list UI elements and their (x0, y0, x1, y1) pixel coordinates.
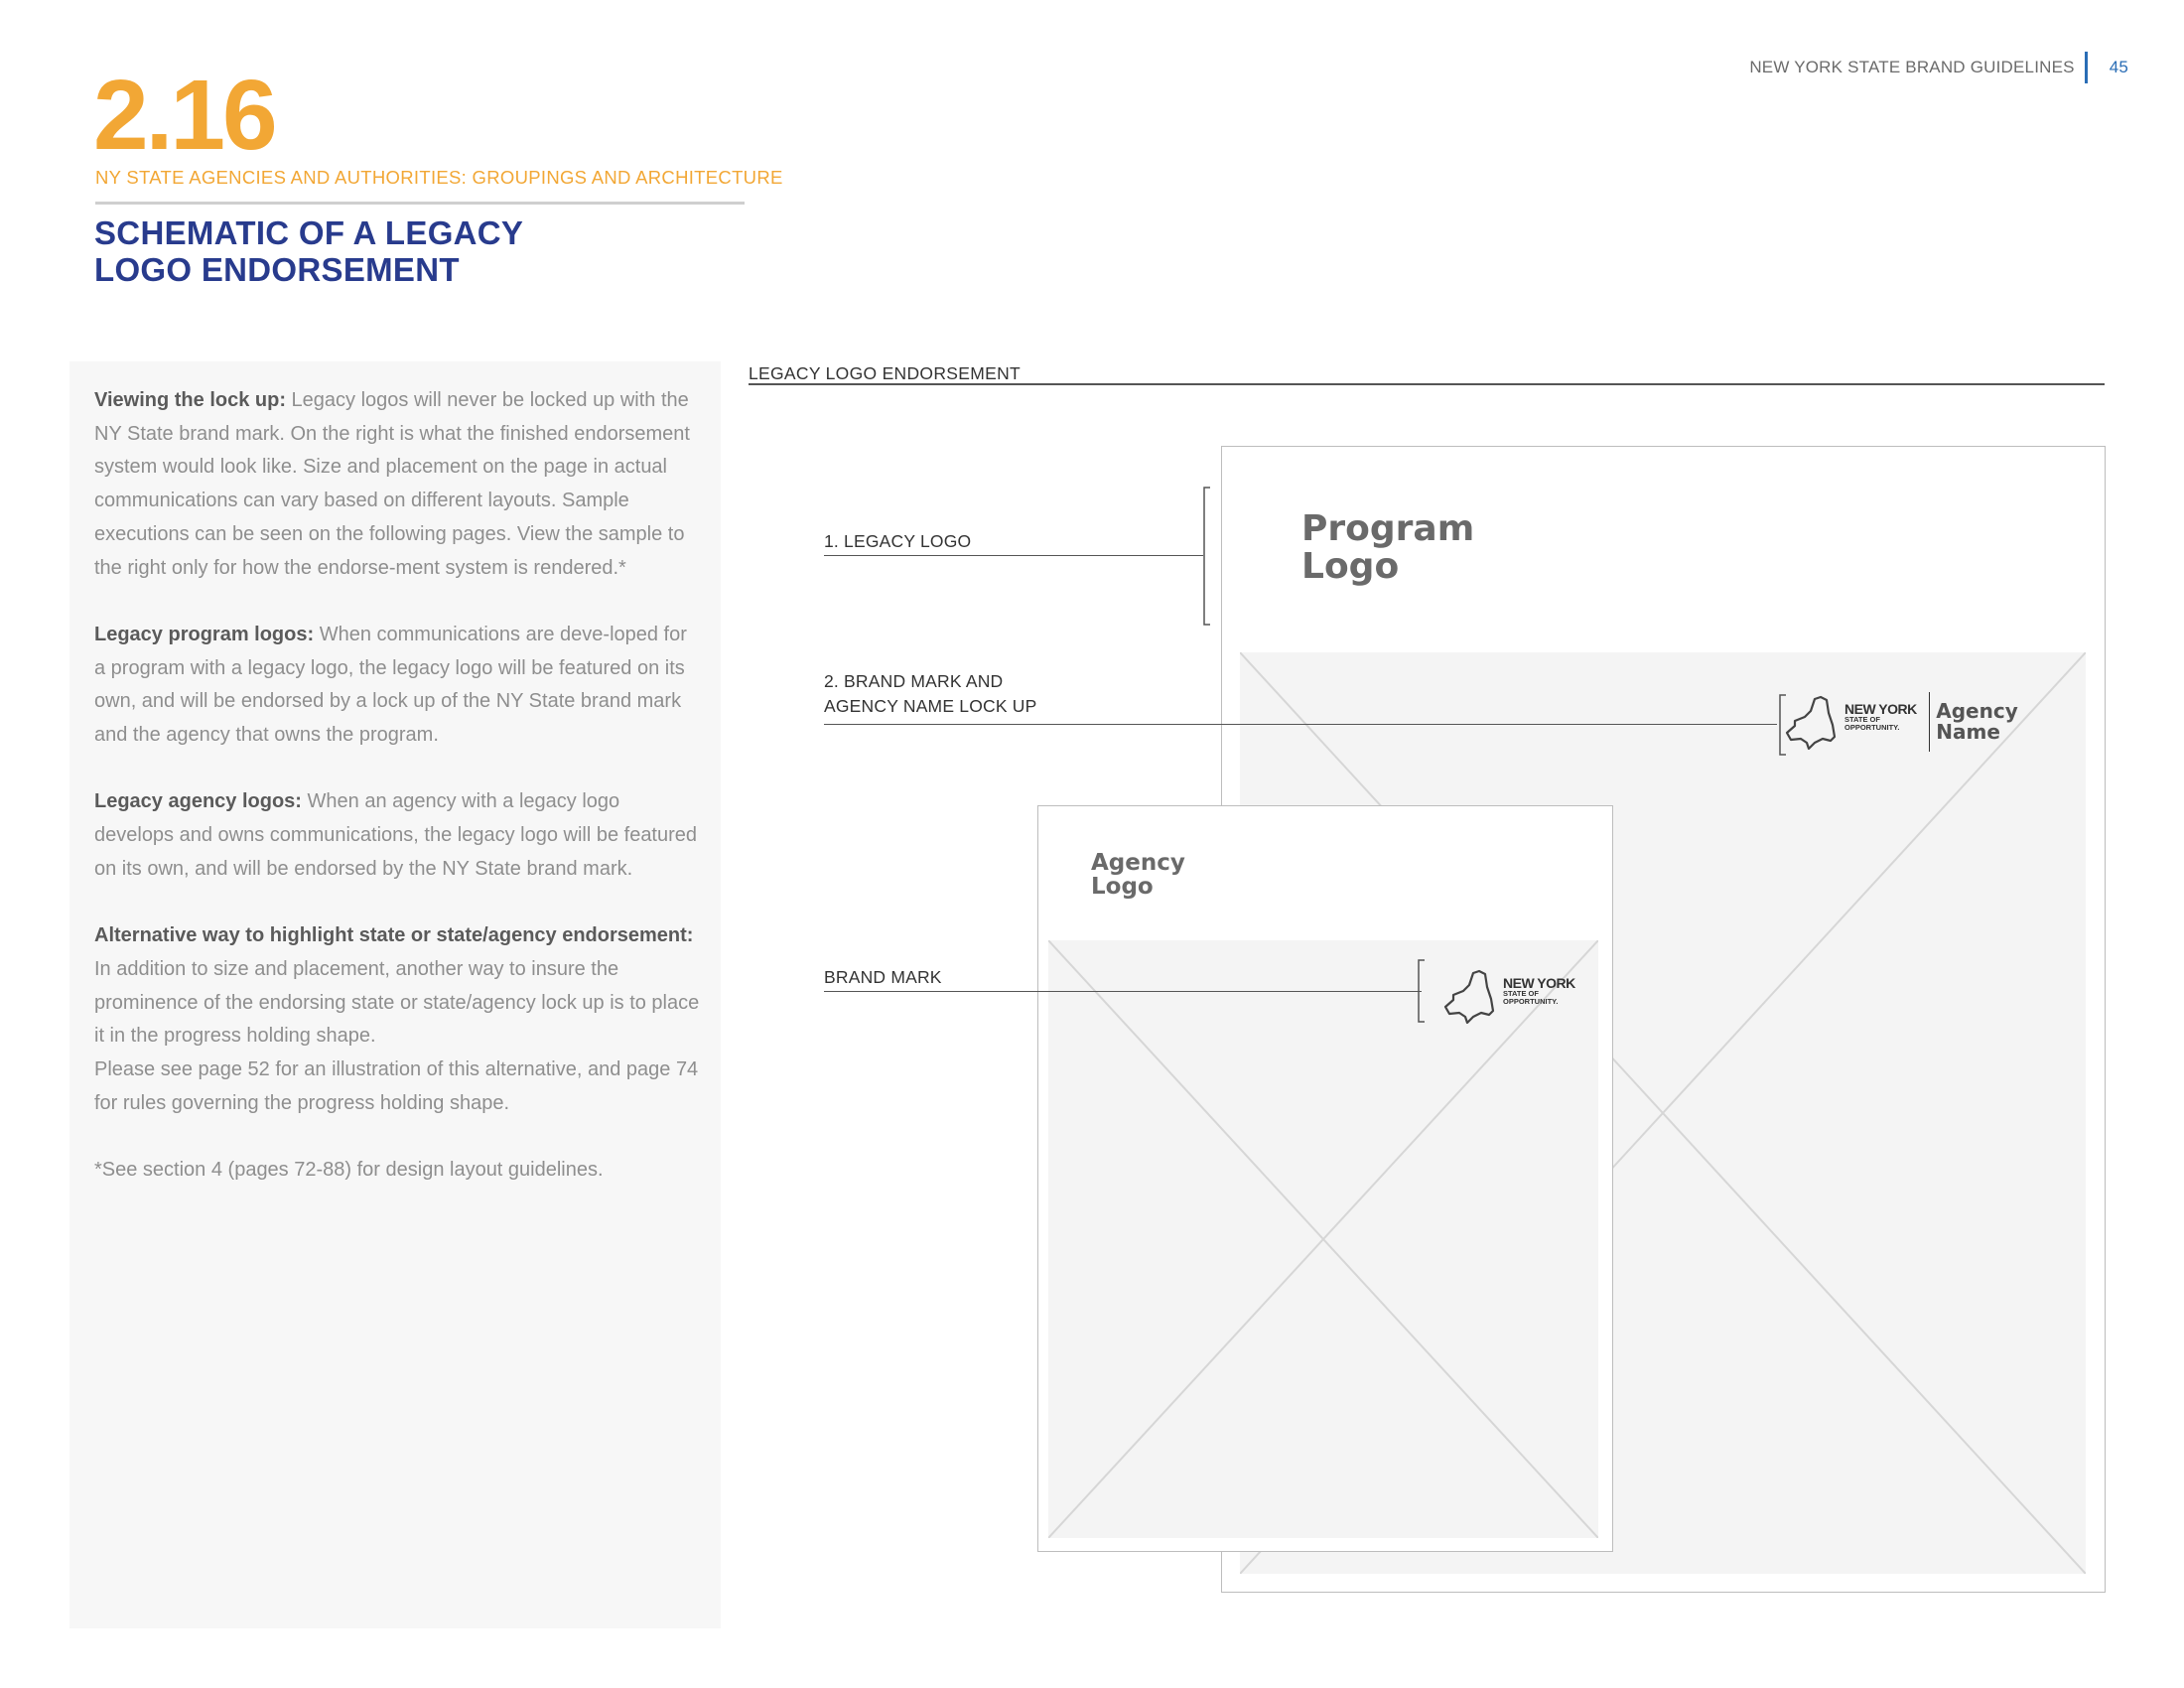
program-logo (1301, 510, 1474, 586)
paragraph-alternative (94, 919, 702, 1054)
doc-title: NEW YORK STATE BRAND GUIDELINES (1749, 58, 2075, 76)
callout-line2: AGENCY NAME LOCK UP (824, 696, 1037, 716)
ny-wordmark-line3: OPPORTUNITY. (1844, 723, 1900, 732)
agency-name-line1: Agency (1936, 699, 2018, 723)
paragraph-text: When an agency with a legacy logo develops and owns communications, the legacy logo will be featured on its own, and will be endorsed by the NY State brand mark. (94, 790, 698, 880)
paragraph-legacy-program (94, 619, 702, 753)
lockup-divider (1929, 692, 1931, 752)
leader-line-legacy-logo (824, 555, 1203, 556)
paragraph-text: In addition to size and placement, another way to insure the prominence of the endorsing state or state/agency lock up is to place it in the progress holding shape. (94, 957, 700, 1048)
agency-logo-line1: Agency (1091, 850, 1185, 876)
paragraph-heading: Legacy program logos: (94, 623, 315, 645)
paragraph-text: Legacy logos will never be locked up with the NY State brand mark. On the right is what the finished endorsement system would look like. Size and placement on the page in actual communications can vary based on different layouts. Sample executions can be seen on the following pages. View the sample to the right only for how the endorse-ment system is rendered.* (94, 389, 690, 579)
page-title-line1: SCHEMATIC OF A LEGACY (94, 214, 524, 251)
paragraph-text: When communications are deve-loped for a program with a legacy logo, the legacy logo will be featured on its own, and will be endorsed by a lock up of the NY State brand mark and the agency that owns the program. (94, 623, 687, 747)
program-logo-line2: Logo (1301, 545, 1400, 587)
bracket-legacy-logo (1197, 487, 1211, 626)
header-divider (2085, 52, 2088, 83)
footnote: *See section 4 (pages 72-88) for design layout guidelines. (94, 1159, 604, 1182)
ny-state-outline-icon (1441, 967, 1499, 1025)
ny-wordmark-main: NEW YORK (1844, 700, 1917, 717)
brand-mark-lockup (1441, 967, 1575, 1025)
section-subtitle: NY STATE AGENCIES AND AUTHORITIES: GROUPINGS AND ARCHITECTURE (95, 167, 783, 188)
ny-wordmark-line3: OPPORTUNITY. (1503, 997, 1559, 1006)
ny-wordmark-line2: STATE OF (1844, 714, 1880, 724)
agency-name-line2: Name (1936, 720, 2000, 744)
ny-wordmark (1503, 976, 1575, 1007)
ny-wordmark (1844, 702, 1917, 733)
callout-legacy-logo: 1. LEGACY LOGO (824, 531, 972, 551)
bracket-brand-mark (1412, 959, 1426, 1023)
agency-logo-line2: Logo (1091, 874, 1154, 901)
bracket-brand-agency-lockup (1773, 694, 1787, 756)
image-placeholder-small (1048, 940, 1598, 1538)
section-rule (95, 202, 745, 205)
callout-brand-mark: BRAND MARK (824, 967, 942, 987)
page-title (94, 214, 523, 288)
diagram-rule (749, 383, 2105, 385)
agency-name (1936, 701, 2018, 743)
section-number: 2.16 (93, 60, 275, 171)
program-logo-line1: Program (1301, 508, 1475, 549)
brand-agency-lockup (1783, 692, 2018, 752)
leader-line-brand-agency-lockup (824, 724, 1777, 725)
paragraph-heading: Viewing the lock up: (94, 389, 286, 411)
agency-card (1037, 805, 1613, 1552)
body-text (94, 384, 702, 1221)
paragraph-viewing-lockup (94, 384, 702, 585)
page-title-line2: LOGO ENDORSEMENT (94, 251, 460, 288)
placeholder-x-small (1048, 940, 1598, 1538)
leader-line-brand-mark (824, 991, 1422, 992)
paragraph-alternative-ref: Please see page 52 for an illustration of this alternative, and page 74 for rules governing the progress holding shape. (94, 1058, 699, 1114)
callout-line1: 2. BRAND MARK AND (824, 671, 1004, 691)
ny-state-outline-icon (1783, 693, 1841, 751)
callout-brand-agency-lockup (824, 669, 1037, 719)
agency-logo (1091, 851, 1185, 899)
running-header (1749, 52, 2128, 83)
page-number: 45 (2109, 58, 2128, 76)
paragraph-heading: Legacy agency logos: (94, 790, 302, 813)
ny-wordmark-main: NEW YORK (1503, 974, 1575, 991)
paragraph-legacy-agency (94, 785, 702, 886)
diagram-title: LEGACY LOGO ENDORSEMENT (749, 363, 1021, 383)
ny-wordmark-line2: STATE OF (1503, 988, 1539, 998)
paragraph-heading: Alternative way to highlight state or state/agency endorsement: (94, 924, 694, 947)
